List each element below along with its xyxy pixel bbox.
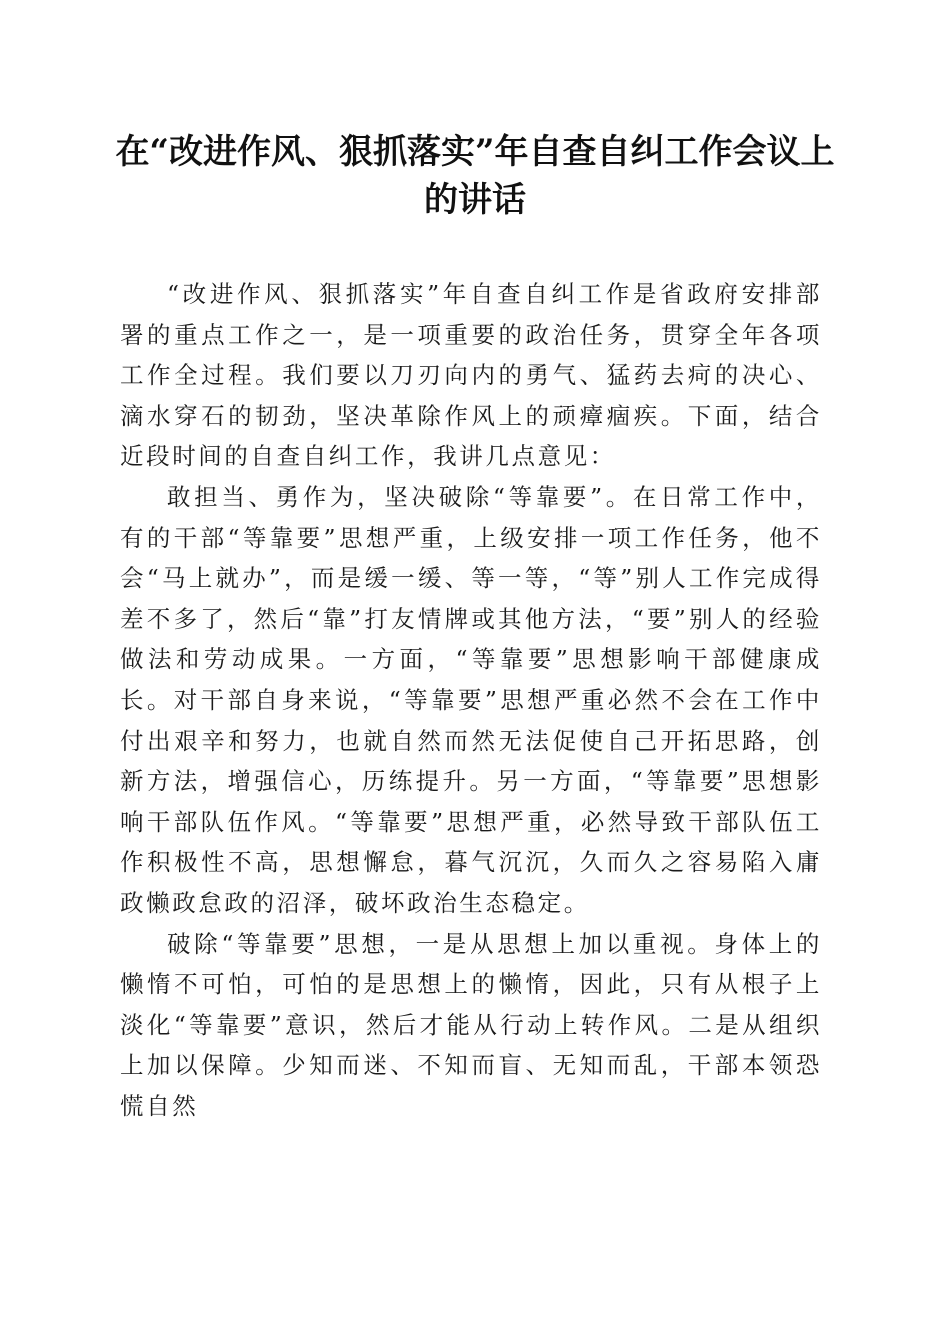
document-title: 在“改进作风、狠抓落实”年自查自纠工作会议上的讲话 <box>115 132 835 220</box>
paragraph-break-dependence: 破除“等靠要”思想，一是从思想上加以重视。身体上的懒惰不可怕，可怕的是思想上的懒惰，因此，只有从根子上淡化“等靠要”意识，然后才能从行动上转作风。二是从组织上加以保障。少知而迷、不知而盲、无知而乱，干部本领恐慌自然 <box>120 929 822 1120</box>
document-body <box>120 274 822 1126</box>
paragraph-take-responsibility: 敢担当、勇作为，坚决破除“等靠要”。在日常工作中，有的干部“等靠要”思想严重，上级安排一项工作任务，他不会“马上就办”，而是缓一缓、等一等，“等”别人工作完成得差不多了，然后“靠”打友情牌或其他方法，“要”别人的经验做法和劳动成果。一方面，“等靠要”思想影响干部健康成长。对干部自身来说，“等靠要”思想严重必然不会在工作中付出艰辛和努力，也就自然而然无法促使自己开拓思路，创新方法，增强信心，历练提升。另一方面，“等靠要”思想影响干部队伍作风。“等靠要”思想严重，必然导致干部队伍工作积极性不高，思想懈怠，暮气沉沉，久而久之容易陷入庸政懒政怠政的沼泽，破坏政治生态稳定。 <box>120 482 822 917</box>
paragraph-intro: “改进作风、狠抓落实”年自查自纠工作是省政府安排部署的重点工作之一，是一项重要的政治任务，贯穿全年各项工作全过程。我们要以刀刃向内的勇气、猛药去疴的决心、滴水穿石的韧劲，坚决革除作风上的顽瘴痼疾。下面，结合近段时间的自查自纠工作，我讲几点意见： <box>120 280 822 471</box>
